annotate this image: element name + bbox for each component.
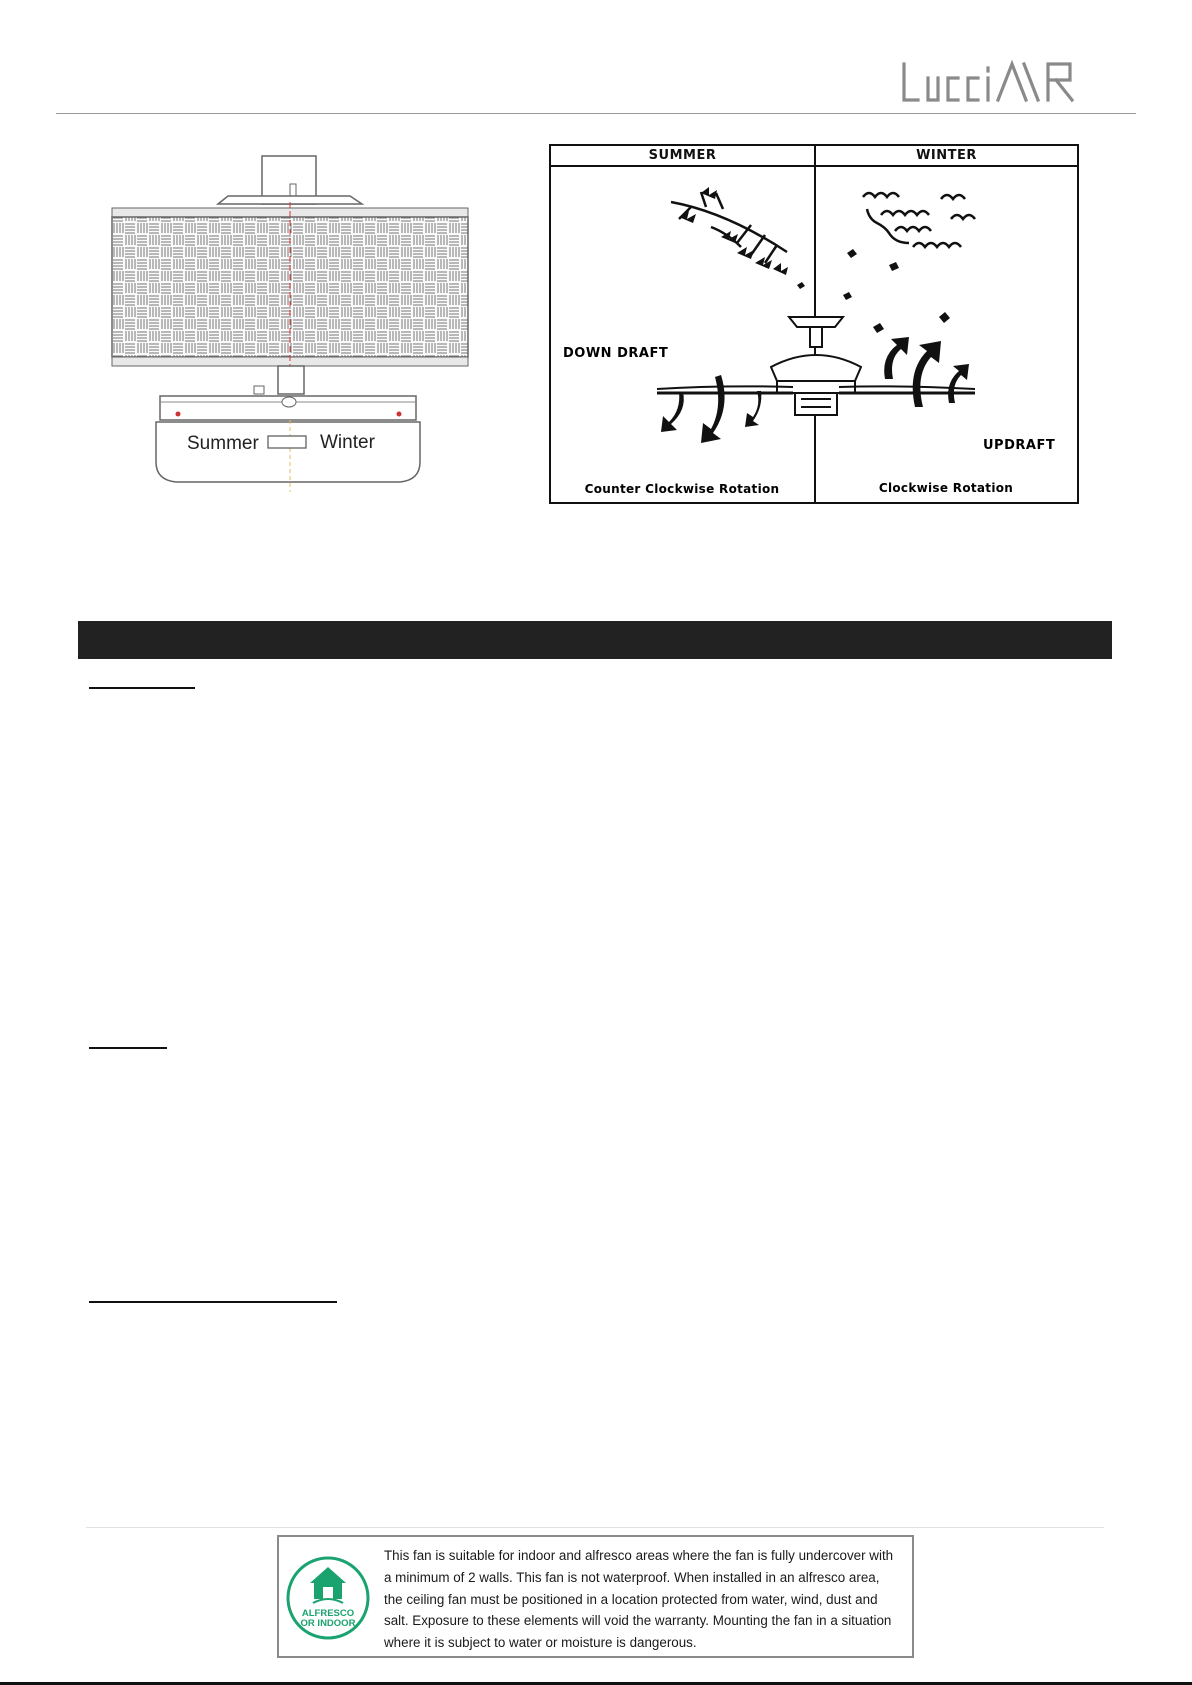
notice-line: the ceiling fan must be positioned in a location protected from water, wind, dust and — [384, 1591, 878, 1607]
subheading-underline-2 — [89, 1047, 167, 1049]
badge-line-1: ALFRESCO — [301, 1608, 355, 1619]
footer-divider — [86, 1527, 1104, 1528]
season-artwork — [551, 167, 1077, 502]
notice-line: salt. Exposure to these elements will void the warranty. Mounting the fan in a situation — [384, 1613, 892, 1629]
down-draft-label: DOWN DRAFT — [563, 346, 669, 361]
alfresco-notice — [277, 1535, 914, 1658]
badge-line-2: OR INDOOR — [300, 1618, 356, 1629]
notice-text — [384, 1545, 906, 1654]
winter-rotation-label: Clockwise Rotation — [878, 481, 1014, 495]
notice-line: a minimum of 2 walls. This fan is not waterproof. When installed in an alfresco area, — [384, 1569, 880, 1585]
header-divider — [56, 113, 1136, 114]
alfresco-indoor-badge — [285, 1555, 371, 1641]
section-heading-bar — [78, 621, 1112, 659]
notice-line: where it is subject to water or moisture is dangerous. — [384, 1635, 697, 1651]
fan-side-illustration — [100, 150, 480, 495]
brand-logo — [900, 56, 1100, 108]
notice-line: This fan is suitable for indoor and alfresco areas where the fan is fully undercover with — [384, 1548, 894, 1563]
logo-text: LucciAIR — [900, 56, 905, 57]
updraft-label: UPDRAFT — [983, 438, 1056, 453]
winter-label: Winter — [320, 432, 375, 453]
winter-heading: WINTER — [916, 148, 977, 163]
subheading-underline-1 — [89, 687, 195, 689]
summer-heading: SUMMER — [648, 148, 717, 163]
season-rotation-diagram — [549, 144, 1079, 504]
summer-label: Summer — [187, 433, 259, 454]
subheading-underline-3 — [89, 1301, 337, 1303]
summer-rotation-label: Counter Clockwise Rotation — [584, 482, 780, 496]
